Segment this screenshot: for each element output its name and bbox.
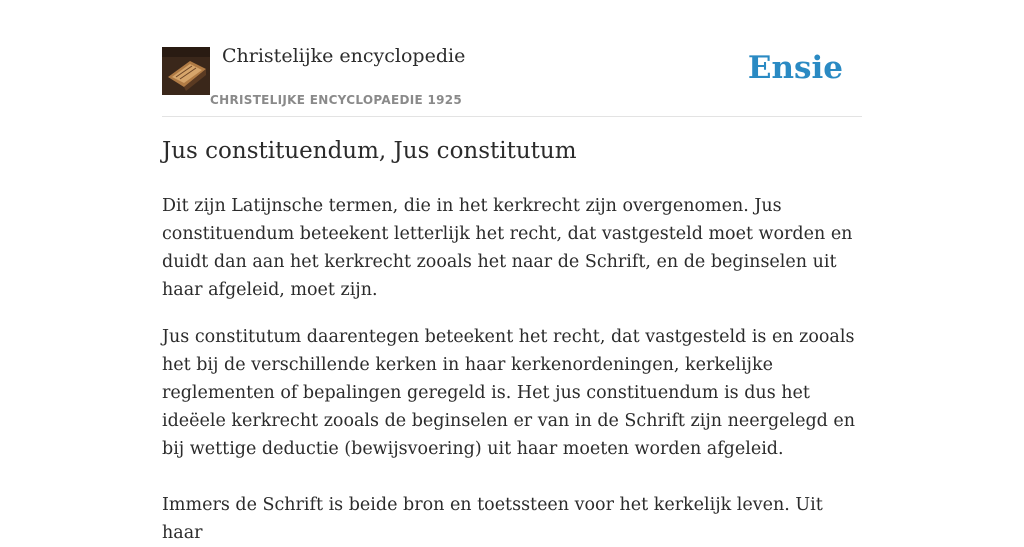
article-title: Jus constituendum, Jus constitutum [162, 138, 577, 164]
publication-subtitle: CHRISTELIJKE ENCYCLOPAEDIE 1925 [210, 93, 463, 107]
article-body [162, 192, 862, 547]
site-header [162, 0, 862, 117]
brand-logo[interactable]: Ensie [747, 50, 843, 86]
article-paragraph: Dit zijn Latijnsche termen, die in het kerkrecht zijn overgenomen. Jus constituendum beteekent letterlijk het recht, dat vastgesteld moet worden en duidt dan aan het kerkrecht zooals het naar de Schrift, en de beginselen uit haar afgeleid, moet zijn. [162, 196, 853, 300]
avatar-image [162, 47, 210, 95]
book-photo-icon[interactable] [162, 47, 210, 95]
article-paragraph: Immers de Schrift is beide bron en toetssteen voor het kerkelijk leven. Uit haar [162, 495, 823, 543]
publication-name[interactable]: Christelijke encyclopedie [222, 45, 466, 67]
page-container [162, 0, 862, 543]
article-paragraph: Jus constitutum daarentegen beteekent het recht, dat vastgesteld is en zooals het bij de verschillende kerken in haar kerkenordeningen, kerkelijke reglementen of bepalingen geregeld is. Het jus constituendum is dus het ideëele kerkrecht zooals de beginselen er van in de Schrift zijn neergelegd en bij wettige deductie (bewijsvoering) uit haar moeten worden afgeleid. [162, 327, 856, 459]
